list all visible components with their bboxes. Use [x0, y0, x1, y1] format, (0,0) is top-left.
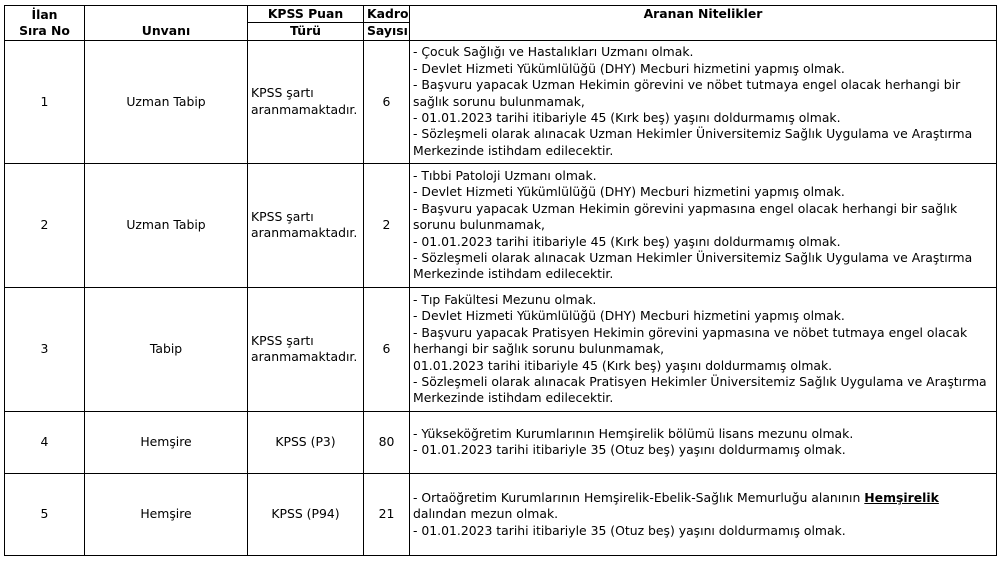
table-row [5, 411, 997, 473]
header-no [5, 6, 85, 41]
row-count: 80 [364, 411, 410, 473]
requirement-line: - 01.01.2023 tarihi itibariyle 45 (Kırk beş) yaşını doldurmamış olmak. [413, 110, 841, 126]
row-title: Uzman Tabip [85, 40, 248, 163]
row-no: 2 [5, 163, 85, 287]
requirement-line: - Devlet Hizmeti Yükümlülüğü (DHY) Mecburi hizmetini yapmış olmak. [413, 184, 845, 200]
requirement-line: - Sözleşmeli olarak alınacak Uzman Hekimler Üniversitemiz Sağlık Uygulama ve Araştırma Merkezinde istihdam edilecektir. [413, 126, 973, 158]
table-row [5, 163, 997, 287]
table-row [5, 287, 997, 411]
row-count: 6 [364, 40, 410, 163]
requirement-line: - Çocuk Sağlığı ve Hastalıkları Uzmanı olmak. [413, 44, 694, 60]
row-title: Tabip [85, 287, 248, 411]
row-kpss: KPSS şartı aranmamaktadır. [248, 287, 364, 411]
row-requirements [410, 40, 997, 163]
row-requirements [410, 163, 997, 287]
table-row [5, 473, 997, 555]
header-count-line2: Sayısı [364, 23, 410, 40]
row-no: 3 [5, 287, 85, 411]
requirement-line: - Başvuru yapacak Uzman Hekimin görevini yapmasına engel olacak herhangi bir sağlık sorunu bulunmamak, [413, 200, 958, 233]
row-no: 4 [5, 411, 85, 473]
header-kpss-line2: Türü [248, 23, 364, 40]
requirement-emphasis: Hemşirelik [864, 489, 939, 505]
requirement-line: 01.01.2023 tarihi itibariyle 45 (Kırk beş) yaşını doldurmamış olmak. [413, 357, 833, 373]
row-kpss: KPSS şartı aranmamaktadır. [248, 163, 364, 287]
row-count: 6 [364, 287, 410, 411]
header-count-line1: Kadro [364, 6, 410, 23]
header-kpss-line1: KPSS Puan [248, 6, 364, 23]
job-listing-table [4, 5, 997, 556]
requirement-line: - Tıbbi Patoloji Uzmanı olmak. [413, 167, 597, 183]
requirement-line: - 01.01.2023 tarihi itibariyle 35 (Otuz beş) yaşını doldurmamış olmak. [413, 522, 846, 538]
row-requirements [410, 411, 997, 473]
table-row [5, 40, 997, 163]
row-count: 21 [364, 473, 410, 555]
header-title-text: Unvanı [141, 23, 191, 39]
header-title [85, 6, 248, 41]
row-title: Uzman Tabip [85, 163, 248, 287]
row-kpss: KPSS (P94) [248, 473, 364, 555]
requirement-line: - Başvuru yapacak Uzman Hekimin görevini ve nöbet tutmaya engel olacak herhangi bir sağlık sorunu bulunmamak, [413, 77, 961, 109]
row-count: 2 [364, 163, 410, 287]
requirement-line: - Devlet Hizmeti Yükümlülüğü (DHY) Mecburi hizmetini yapmış olmak. [413, 60, 845, 76]
requirement-line: - 01.01.2023 tarihi itibariyle 45 (Kırk beş) yaşını doldurmamış olmak. [413, 233, 841, 249]
row-title: Hemşire [85, 473, 248, 555]
row-no: 1 [5, 40, 85, 163]
row-requirements [410, 287, 997, 411]
row-requirements [410, 473, 997, 555]
header-requirements [410, 6, 997, 41]
requirement-suffix: dalından mezun olmak. [413, 506, 559, 522]
row-kpss: KPSS şartı aranmamaktadır. [248, 40, 364, 163]
header-no-line1: İlan [31, 6, 58, 22]
row-no: 5 [5, 473, 85, 555]
requirement-line: - Sözleşmeli olarak alınacak Uzman Hekimler Üniversitemiz Sağlık Uygulama ve Araştırma Merkezinde istihdam edilecektir. [413, 249, 973, 282]
requirement-line: - Sözleşmeli olarak alınacak Pratisyen Hekimler Üniversitemiz Sağlık Uygulama ve Araştırma Merkezinde istihdam edilecektir. [413, 373, 987, 406]
requirement-line: - Devlet Hizmeti Yükümlülüğü (DHY) Mecburi hizmetini yapmış olmak. [413, 308, 845, 324]
requirement-prefix: - Ortaöğretim Kurumlarının Hemşirelik-Ebelik-Sağlık Memurluğu alanının [413, 489, 865, 505]
header-requirements-text: Aranan Nitelikler [643, 6, 763, 21]
requirement-line: - Başvuru yapacak Pratisyen Hekimin görevini yapmasına ve nöbet tutmaya engel olacak herhangi bir sağlık sorunu bulunmamak, [413, 324, 968, 357]
row-title: Hemşire [85, 411, 248, 473]
requirement-line [413, 490, 993, 523]
row-kpss: KPSS (P3) [248, 411, 364, 473]
requirement-line: - Yükseköğretim Kurumlarının Hemşirelik bölümü lisans mezunu olmak. [413, 425, 854, 441]
requirement-line: - 01.01.2023 tarihi itibariyle 35 (Otuz beş) yaşını doldurmamış olmak. [413, 442, 846, 458]
header-no-line2: Sıra No [19, 22, 70, 38]
requirement-line: - Tıp Fakültesi Mezunu olmak. [413, 291, 597, 307]
